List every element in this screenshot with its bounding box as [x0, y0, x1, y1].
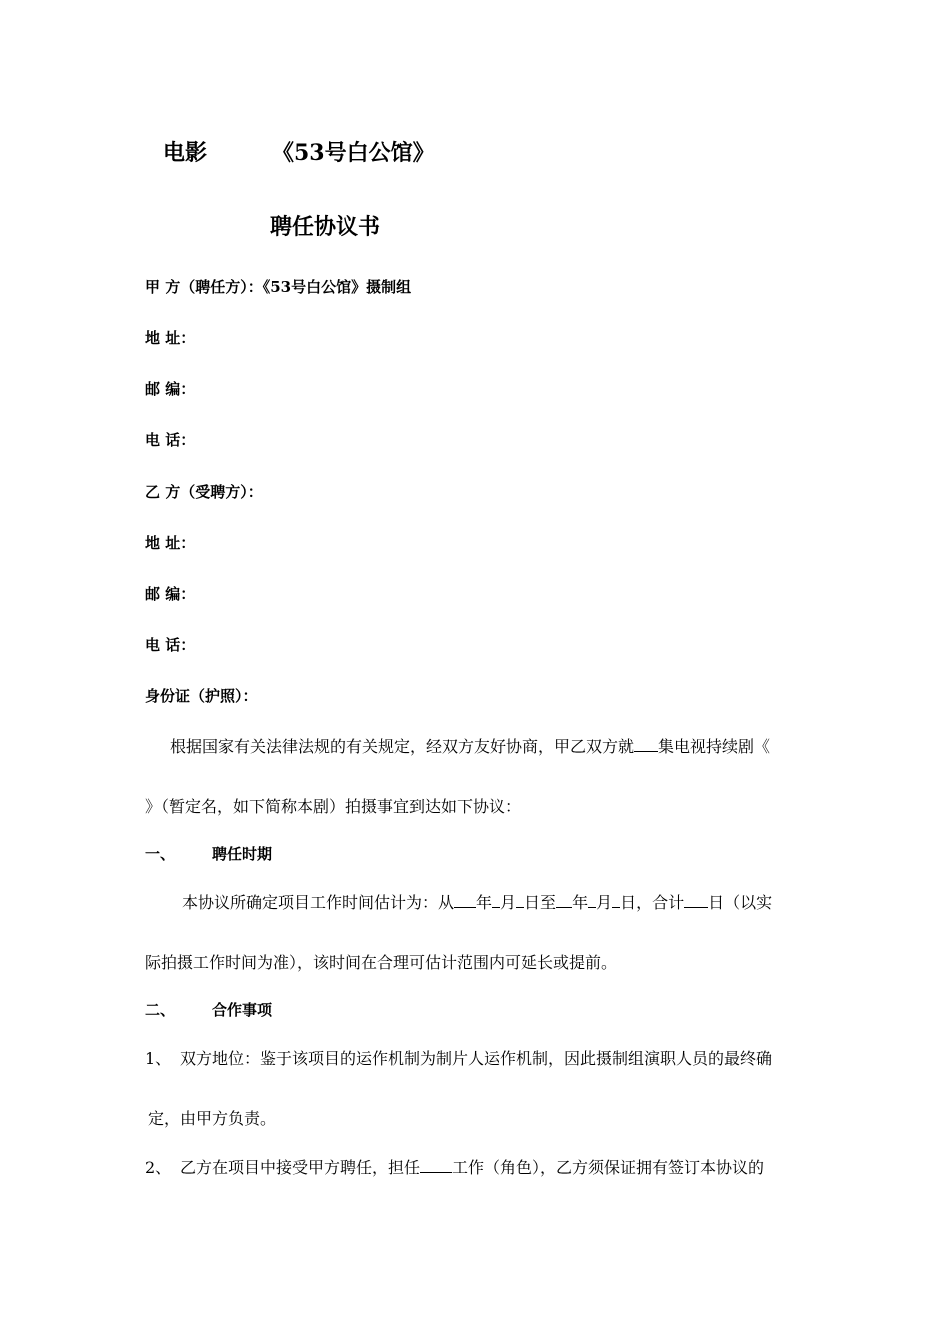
end-year-blank — [556, 893, 572, 908]
section-2-title: 合作事项 — [212, 1001, 273, 1019]
start-day-blank — [516, 893, 524, 908]
item-1-number: 1、 — [145, 1049, 172, 1068]
party-b-address: 地 址： — [145, 534, 196, 552]
film-title: 《53号白公馆》 — [272, 140, 435, 166]
day-to-label: 日至 — [524, 893, 557, 912]
preamble-text-b: 集电视持续剧《 — [658, 737, 771, 756]
role-blank — [420, 1158, 452, 1173]
item-1-line-1: 双方地位：鉴于该项目的运作机制为制片人运作机制，因此摄制组演职人员的最终确 — [180, 1049, 773, 1068]
end-month-blank — [588, 893, 596, 908]
section-1-line-1 — [182, 890, 772, 913]
year-label: 年 — [476, 893, 493, 912]
party-a-label: 甲 方（聘任方）：《53号白公馆》摄制组 — [145, 278, 412, 296]
party-a-address: 地 址： — [145, 329, 196, 347]
item-2-number: 2、 — [145, 1158, 172, 1177]
document-subtitle: 聘任协议书 — [270, 214, 381, 240]
party-b-id: 身份证（护照）： — [145, 687, 258, 705]
item-2-line-1 — [180, 1155, 764, 1178]
days-label: 日（以实 — [708, 893, 773, 912]
end-day-blank — [612, 893, 620, 908]
section-1-line-2: 际拍摄工作时间为准），该时间在合理可估计范围内可延长或提前。 — [145, 953, 618, 972]
party-b-phone: 电 话： — [145, 636, 196, 654]
title-prefix: 电影 — [163, 140, 208, 166]
total-label: 日，合计 — [620, 893, 685, 912]
month-label: 月 — [500, 893, 517, 912]
item-2-text-a: 乙方在项目中接受甲方聘任，担任 — [180, 1158, 421, 1177]
item-2-text-b: 工作（角色），乙方须保证拥有签订本协议的 — [452, 1158, 765, 1177]
section-1-number: 一、 — [145, 845, 176, 863]
section-1-title: 聘任时期 — [212, 845, 273, 863]
party-b-label: 乙 方（受聘方）： — [145, 483, 263, 501]
period-text-a: 本协议所确定项目工作时间估计为：从 — [182, 893, 455, 912]
end-month-label: 月 — [596, 893, 613, 912]
party-b-postcode: 邮 编： — [145, 585, 196, 603]
start-month-blank — [492, 893, 500, 908]
section-2-number: 二、 — [145, 1001, 176, 1019]
episodes-blank — [634, 737, 658, 752]
preamble-text-a: 根据国家有关法律法规的有关规定，经双方友好协商，甲乙双方就 — [170, 737, 635, 756]
preamble-line-2: 》（暂定名，如下简称本剧）拍摄事宜到达如下协议： — [145, 797, 522, 816]
party-a-phone: 电 话： — [145, 431, 196, 449]
item-1-line-2: 定，由甲方负责。 — [148, 1109, 277, 1128]
start-year-blank — [454, 893, 476, 908]
end-year-label: 年 — [572, 893, 589, 912]
total-days-blank — [684, 893, 708, 908]
preamble-line-1 — [170, 734, 770, 757]
party-a-postcode: 邮 编： — [145, 380, 196, 398]
